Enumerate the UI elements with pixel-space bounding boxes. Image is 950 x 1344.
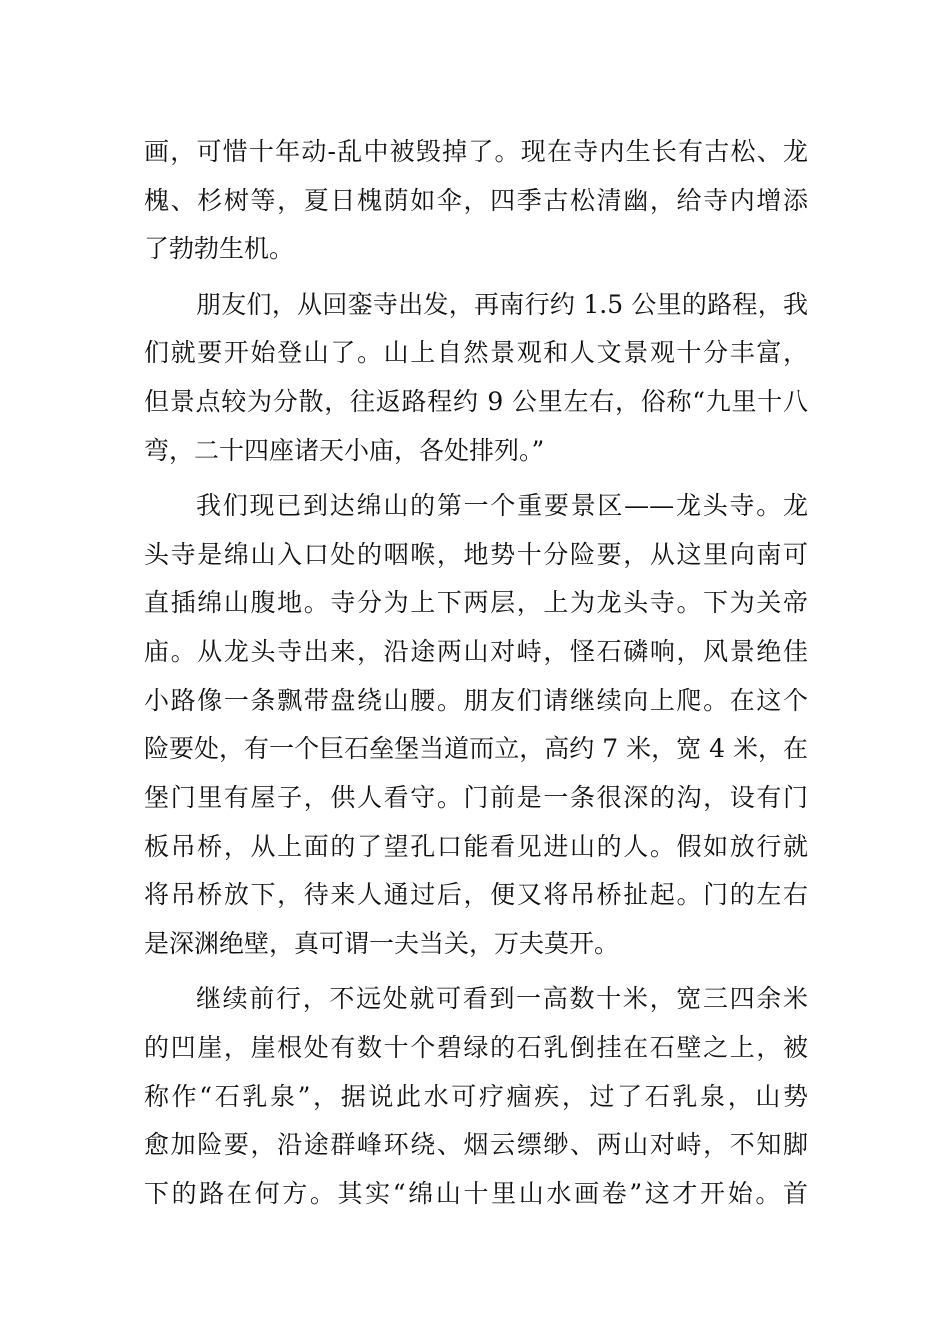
text-line: 朋友们，从回銮寺出发，再南行约 1.5 公里的路程，我 [196, 289, 808, 319]
text-line: 愈加险要，沿途群峰环绕、烟云缥缈、两山对峙，不知脚 [144, 1130, 808, 1160]
text-line: 弯，二十四座诸天小庙，各处排列。” [144, 435, 545, 465]
text-line: 板吊桥，从上面的了望孔口能看见进山的人。假如放行就 [144, 831, 808, 861]
text-line: 但景点较为分散，往返路程约 9 公里左右，俗称“九里十八 [144, 386, 808, 416]
paragraph [144, 128, 808, 274]
text-line: 将吊桥放下，待来人通过后，便又将吊桥扯起。门的左右 [144, 880, 808, 910]
text-line: 下的路在何方。其实“绵山十里山水画卷”这才开始。首 [144, 1178, 808, 1208]
text-line: 称作“石乳泉”，据说此水可疗痼疾，过了石乳泉，山势 [144, 1081, 808, 1111]
text-line: 堡门里有屋子，供人看守。门前是一条很深的沟，设有门 [144, 782, 808, 812]
text-line: 头寺是绵山入口处的咽喉，地势十分险要，从这里向南可 [144, 539, 808, 569]
paragraph [144, 482, 808, 969]
text-line: 槐、杉树等，夏日槐荫如伞，四季古松清幽，给寺内增添 [144, 185, 808, 215]
paragraph [144, 281, 808, 476]
text-line: 庙。从龙头寺出来，沿途两山对峙，怪石磷响，风景绝佳 [144, 636, 808, 666]
text-line: 险要处，有一个巨石垒堡当道而立，高约 7 米，宽 4 米，在 [144, 734, 808, 764]
text-line: 的凹崖，崖根处有数十个碧绿的石乳倒挂在石壁之上，被 [144, 1032, 808, 1062]
text-line: 我们现已到达绵山的第一个重要景区——龙头寺。龙 [196, 490, 808, 520]
text-line: 了勃勃生机。 [144, 234, 295, 264]
text-line: 直插绵山腹地。寺分为上下两层，上为龙头寺。下为关帝 [144, 588, 808, 618]
text-line: 是深渊绝壁，真可谓一夫当关，万夫莫开。 [144, 929, 620, 958]
text-line: 画，可惜十年动-乱中被毁掉了。现在寺内生长有古松、龙 [144, 137, 808, 166]
text-line: 们就要开始登山了。山上自然景观和人文景观十分丰富， [144, 338, 808, 368]
body-text [144, 128, 808, 1219]
text-line: 继续前行，不远处就可看到一高数十米，宽三四余米 [196, 984, 808, 1014]
text-line: 小路像一条飘带盘绕山腰。朋友们请继续向上爬。在这个 [144, 685, 808, 715]
paragraph [144, 975, 808, 1218]
